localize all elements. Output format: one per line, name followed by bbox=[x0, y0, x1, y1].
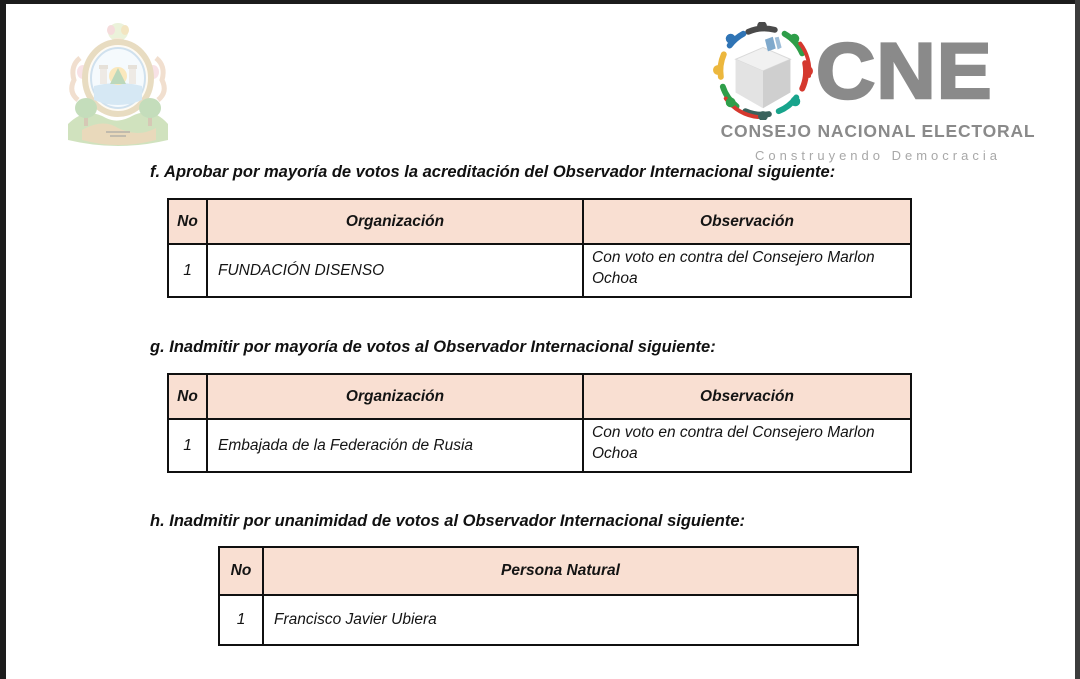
section-f-table bbox=[167, 198, 912, 298]
cne-full-name: CONSEJO NACIONAL ELECTORAL bbox=[720, 121, 1036, 141]
cell-no: 1 bbox=[168, 419, 207, 472]
table-header-row bbox=[168, 374, 911, 419]
section-h-heading: h. Inadmitir por unanimidad de votos al Observador Internacional siguiente: bbox=[150, 512, 746, 530]
section-f-heading: f. Aprobar por mayoría de votos la acreditación del Observador Internacional siguiente: bbox=[150, 163, 836, 181]
table-header-row bbox=[168, 199, 911, 244]
cell-no: 1 bbox=[168, 244, 207, 297]
cne-logo-block bbox=[710, 22, 1046, 163]
scan-edge-right bbox=[1075, 0, 1080, 679]
cell-observacion: Con voto en contra del Consejero Marlon Ochoa bbox=[583, 244, 911, 297]
cne-ballot-box-emblem-icon bbox=[710, 22, 816, 120]
table-header-row bbox=[219, 547, 858, 595]
section-g-table bbox=[167, 373, 912, 473]
col-header-observacion: Observación bbox=[583, 199, 911, 244]
col-header-organizacion: Organización bbox=[207, 199, 583, 244]
table-row bbox=[219, 595, 858, 645]
cell-observacion: Con voto en contra del Consejero Marlon Ochoa bbox=[583, 419, 911, 472]
cne-tagline: Construyendo Democracia bbox=[755, 148, 1001, 163]
cell-persona-natural: Francisco Javier Ubiera bbox=[263, 595, 858, 645]
scan-edge-left bbox=[0, 0, 6, 679]
col-header-no: No bbox=[168, 374, 207, 419]
table-row bbox=[168, 419, 911, 472]
honduras-coat-of-arms-logo bbox=[58, 20, 178, 154]
scan-edge-top bbox=[0, 0, 1080, 4]
col-header-observacion: Observación bbox=[583, 374, 911, 419]
cell-organizacion: FUNDACIÓN DISENSO bbox=[207, 244, 583, 297]
col-header-organizacion: Organización bbox=[207, 374, 583, 419]
col-header-no: No bbox=[219, 547, 263, 595]
col-header-no: No bbox=[168, 199, 207, 244]
col-header-persona-natural: Persona Natural bbox=[263, 547, 858, 595]
cell-no: 1 bbox=[219, 595, 263, 645]
cne-acronym: CNE bbox=[816, 26, 993, 115]
section-h-table bbox=[218, 546, 859, 646]
section-g-heading: g. Inadmitir por mayoría de votos al Observador Internacional siguiente: bbox=[150, 338, 716, 356]
cell-organizacion: Embajada de la Federación de Rusia bbox=[207, 419, 583, 472]
table-row bbox=[168, 244, 911, 297]
